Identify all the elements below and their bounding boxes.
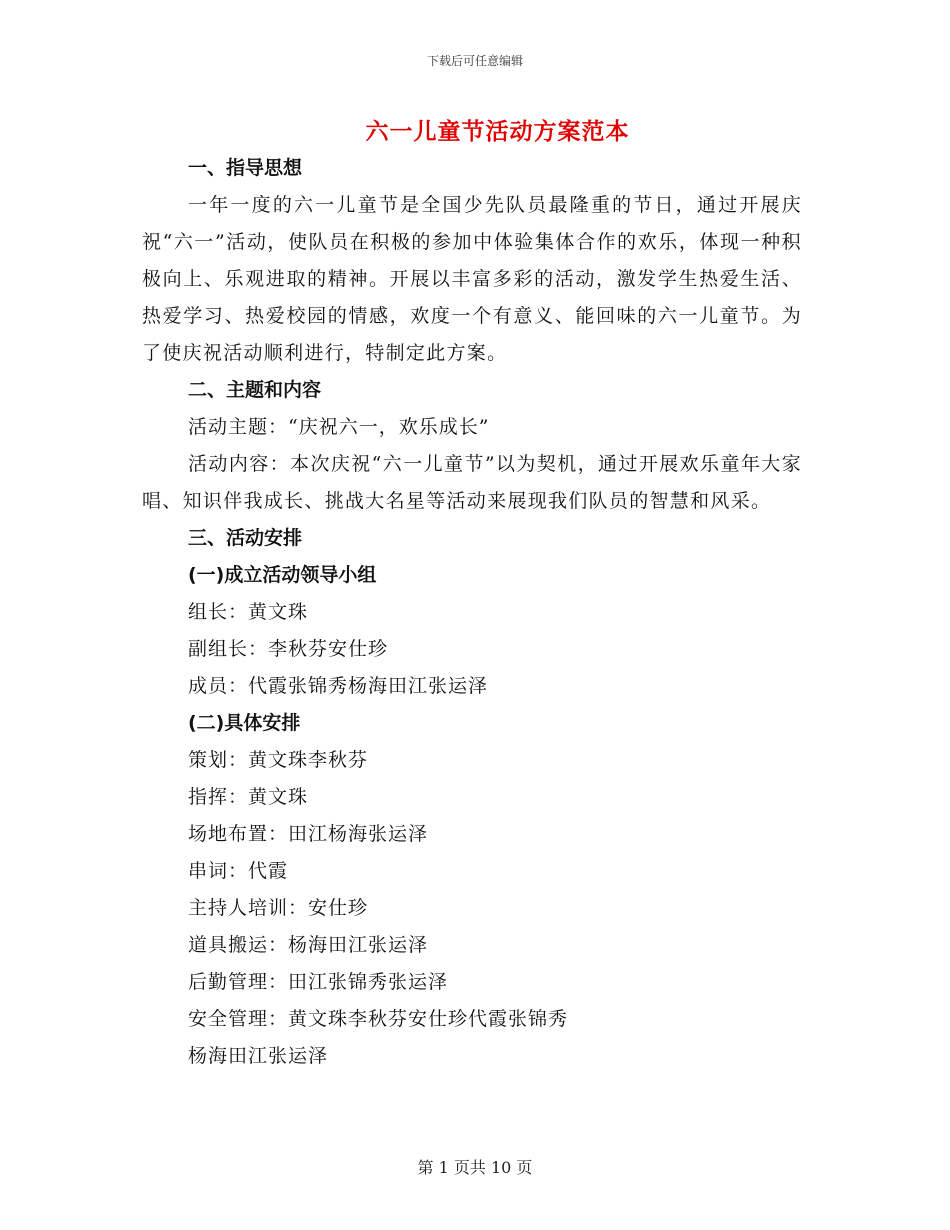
- document-title: 六一儿童节活动方案范本: [365, 118, 630, 145]
- list-item-safety-continued: 杨海田江张运泽: [188, 1045, 329, 1067]
- header-note: 下载后可任意编辑: [426, 54, 523, 68]
- list-item-conducting: 指挥：黄文珠: [188, 786, 309, 808]
- list-item-leader: 组长：黄文珠: [188, 601, 309, 623]
- list-item-venue-setup: 场地布置：田江杨海张运泽: [188, 823, 429, 845]
- list-item-props: 道具搬运：杨海田江张运泽: [188, 934, 429, 956]
- section-heading-guiding-ideology: 一、指导思想: [188, 157, 303, 179]
- list-item-planning: 策划：黄文珠李秋芬: [188, 749, 369, 771]
- activity-theme-line: 活动主题：“庆祝六一，欢乐成长”: [188, 416, 490, 438]
- paragraph-guiding-ideology: 一年一度的六一儿童节是全国少先队员最隆重的节日，通过开展庆祝“六一”活动，使队员在积极的参加中体验集体合作的欢乐，体现一种积极向上、乐观进取的精神。开展以丰富多彩的活动，激发学生热爱生活、热爱学习、热爱校园的情感，欢度一个有意义、能回味的六一儿童节。为了使庆祝活动顺利进行，特制定此方案。: [142, 194, 802, 364]
- section-heading-theme-content: 二、主题和内容: [188, 379, 322, 401]
- list-item-host-training: 主持人培训：安仕珍: [188, 897, 369, 919]
- list-item-deputy-leader: 副组长：李秋芬安仕珍: [188, 638, 389, 660]
- subsection-heading-leadership: (一)成立活动领导小组: [188, 564, 377, 586]
- document-body: [142, 150, 802, 1075]
- section-heading-arrangement: 三、活动安排: [188, 527, 303, 549]
- subsection-heading-specific-arrangement: (二)具体安排: [188, 712, 301, 734]
- paragraph-activity-content: 活动内容：本次庆祝“六一儿童节”以为契机，通过开展欢乐童年大家唱、知识伴我成长、挑战大名星等活动来展现我们队员的智慧和风采。: [142, 453, 802, 512]
- list-item-safety: 安全管理：黄文珠李秋芬安仕珍代霞张锦秀: [188, 1008, 569, 1030]
- list-item-script: 串词：代霞: [188, 860, 289, 882]
- list-item-members: 成员：代霞张锦秀杨海田江张运泽: [188, 675, 489, 697]
- list-item-logistics: 后勤管理：田江张锦秀张运泽: [188, 971, 449, 993]
- page-footer: 第 1 页共 10 页: [417, 1158, 533, 1177]
